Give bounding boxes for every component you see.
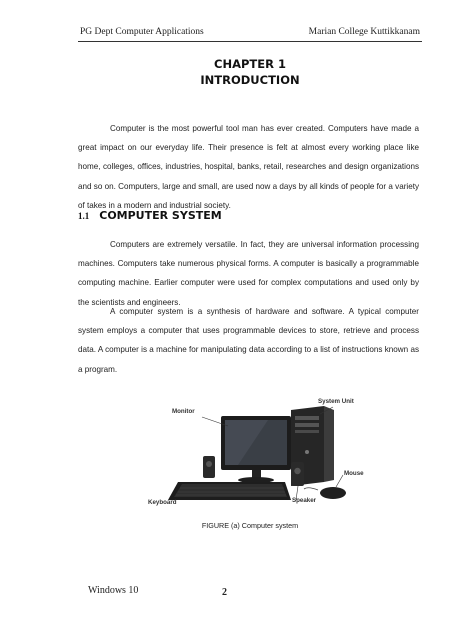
section-number: 1.1 bbox=[78, 211, 90, 221]
intro-paragraph: Computer is the most powerful tool man has ever created. Computers have made a great impact on our everyday life. Their presence is felt at almost every working place like home, colleges, offices, industries, hospital, banks, retail, researches and design organizations and so on. Computers, large and small, are used now a days by all kinds of people for a variety of takes in a modern and industrial society. bbox=[78, 124, 419, 210]
mouse-label: Mouse bbox=[344, 470, 364, 477]
section-paragraph: Computers are extremely versatile. In fact, they are universal information processing machines. Computers take numerous physical forms. A computer is basically a programmable computing machine. Earlier computer were used for complex computations and used only by the scientists and engineers. bbox=[78, 240, 419, 307]
speaker-label: Speaker bbox=[292, 497, 317, 504]
section-title: COMPUTER SYSTEM bbox=[99, 209, 222, 222]
system-unit-label: System Unit bbox=[318, 398, 354, 405]
computer-system-illustration bbox=[128, 392, 378, 516]
chapter-title: INTRODUCTION bbox=[200, 73, 300, 87]
header-divider bbox=[78, 41, 422, 42]
figure-caption: FIGURE (a) Computer system bbox=[201, 521, 299, 530]
section-heading bbox=[78, 209, 222, 222]
chapter-number: CHAPTER 1 bbox=[214, 57, 286, 71]
keyboard-label: Keyboard bbox=[148, 499, 177, 506]
footer-label: Windows 10 bbox=[88, 585, 139, 596]
keyboard-illustration bbox=[168, 482, 291, 500]
header-college: Marian College Kuttikkanam bbox=[308, 27, 420, 37]
monitor-illustration bbox=[221, 416, 291, 483]
header-department: PG Dept Computer Applications bbox=[80, 27, 204, 37]
page-number: 2 bbox=[222, 587, 227, 598]
monitor-label: Monitor bbox=[172, 408, 195, 415]
computer-system-figure bbox=[128, 392, 378, 516]
section-paragraph: A computer system is a synthesis of hardware and software. A typical computer system employs a computer that uses programmable devices to store, retrieve and process data. A computer is a machine for manipulating data according to a list of instructions known as a program. bbox=[78, 307, 419, 374]
